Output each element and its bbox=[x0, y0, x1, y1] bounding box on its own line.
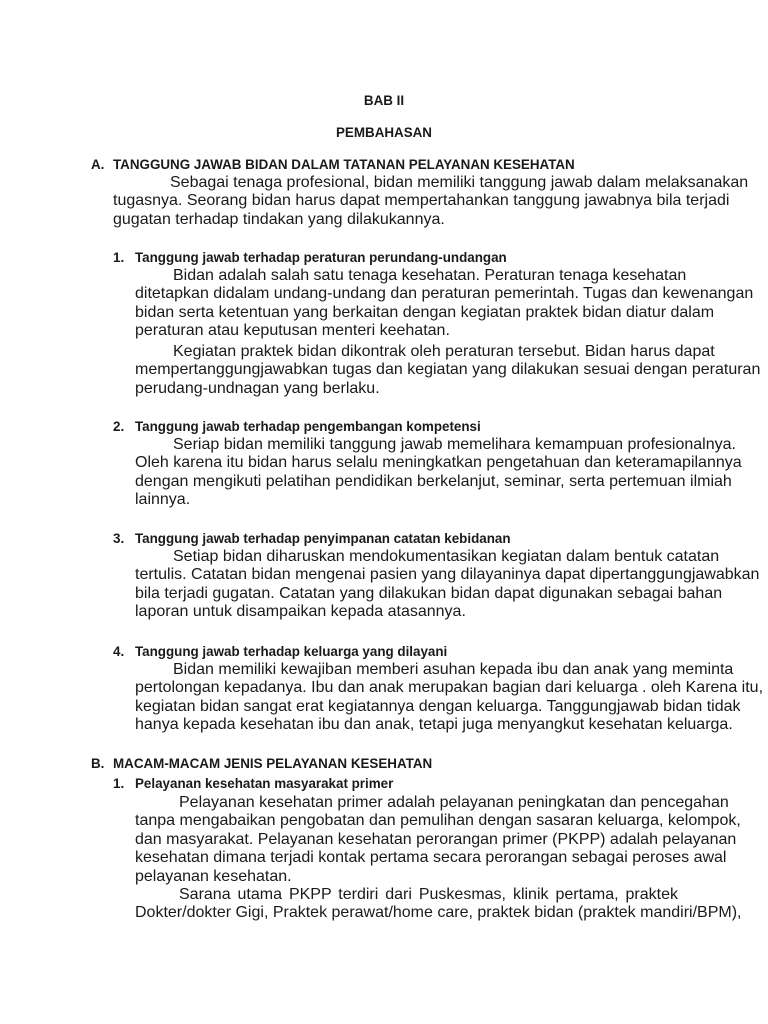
paragraph-line: pelayanan kesehatan. bbox=[135, 867, 292, 885]
paragraph-line: Seriap bidan memiliki tanggung jawab memelihara kemampuan profesionalnya. bbox=[173, 436, 736, 453]
subsection-paragraph bbox=[135, 548, 760, 622]
subsection-title: Tanggung jawab terhadap peraturan perundang-undangan bbox=[135, 250, 507, 265]
subsection-paragraph bbox=[135, 267, 754, 341]
subsection-number: 3. bbox=[113, 531, 125, 546]
paragraph-line: dan masyarakat. Pelayanan kesehatan perorangan primer (PKPP) adalah pelayanan bbox=[135, 830, 737, 848]
subsection-number: 2. bbox=[113, 419, 125, 434]
section-a-intro bbox=[113, 174, 749, 229]
subsection-title: Tanggung jawab terhadap keluarga yang dilayani bbox=[135, 644, 448, 659]
subsection-number: 1. bbox=[113, 776, 125, 791]
paragraph-line: bidan serta ketentuan yang berkaitan dengan kegiatan praktek bidan diatur dalam bbox=[135, 303, 715, 321]
paragraph-line: Bidan adalah salah satu tenaga kesehatan. Peraturan tenaga kesehatan bbox=[173, 267, 687, 284]
subsection-number: 4. bbox=[113, 644, 125, 659]
paragraph-line: Oleh karena itu bidan harus selalu meningkatkan pengetahuan dan keteramapilannya bbox=[135, 454, 742, 472]
paragraph-line: Dokter/dokter Gigi, Praktek perawat/home care, praktek bidan (praktek mandiri/BPM), bbox=[135, 904, 742, 922]
subsection-number: 1. bbox=[113, 250, 125, 265]
paragraph-line: kesehatan dimana terjadi kontak pertama secara perorangan sebagai peroses awal bbox=[135, 849, 727, 867]
paragraph-line: pertolongan kepadanya. Ibu dan anak merupakan bagian dari keluarga . oleh Karena itu, bbox=[135, 679, 764, 697]
paragraph-line: tugasnya. Seorang bidan harus dapat mempertahankan tanggung jawabnya bila terjadi bbox=[113, 192, 730, 210]
paragraph-line: kegiatan bidan sangat erat kegiatannya dengan keluarga. Tanggungjawab bidan tidak bbox=[135, 697, 741, 715]
subsection-paragraph bbox=[135, 661, 764, 735]
paragraph-line: perudang-undnagan yang berlaku. bbox=[135, 379, 380, 397]
subsection-paragraph bbox=[135, 794, 741, 886]
paragraph-line: bila terjadi gugatan. Catatan yang dilakukan bidan dapat digunakan sebagai bahan bbox=[135, 584, 723, 602]
paragraph-line: hanya kepada kesehatan ibu dan anak, tetapi juga menyangkut kesehatan keluarga. bbox=[135, 716, 733, 734]
subsection-paragraph bbox=[135, 436, 742, 510]
paragraph-line: Setiap bidan diharuskan mendokumentasikan kegiatan dalam bentuk catatan bbox=[173, 548, 720, 565]
section-b-number: B. bbox=[91, 756, 105, 771]
subsection-title: Pelayanan kesehatan masyarakat primer bbox=[135, 776, 394, 791]
subsection-paragraph bbox=[135, 343, 761, 398]
subsection-paragraph bbox=[135, 886, 742, 923]
paragraph-line: tanpa mengabaikan pengobatan dan pemulihan dengan sasaran keluarga, kelompok, bbox=[135, 812, 741, 830]
paragraph-line: peraturan atau keputusan menteri keehatan. bbox=[135, 322, 450, 340]
paragraph-line: Sarana utama PKPP terdiri dari Puskesmas, klinik pertama, praktek bbox=[179, 886, 678, 903]
paragraph-line: Kegiatan praktek bidan dikontrak oleh peraturan tersebut. Bidan harus dapat bbox=[173, 343, 715, 360]
paragraph-line: laporan untuk disampaikan kepada atasannya. bbox=[135, 603, 466, 621]
chapter-subtitle: PEMBAHASAN bbox=[336, 125, 432, 140]
section-a-title: TANGGUNG JAWAB BIDAN DALAM TATANAN PELAYANAN KESEHATAN bbox=[113, 157, 575, 172]
paragraph-line: Sebagai tenaga profesional, bidan memiliki tanggung jawab dalam melaksanakan bbox=[170, 174, 749, 191]
paragraph-line: Bidan memiliki kewajiban memberi asuhan kepada ibu dan anak yang meminta bbox=[173, 661, 734, 678]
paragraph-line: gugatan terhadap tindakan yang dilakukannya. bbox=[113, 210, 445, 228]
paragraph-line: ditetapkan didalam undang-undang dan peraturan pemerintah. Tugas dan kewenangan bbox=[135, 285, 754, 303]
paragraph-line: dengan mengikuti pelatihan pendidikan berkelanjut, seminar, serta pertemuan ilmiah bbox=[135, 472, 732, 490]
paragraph-line: Pelayanan kesehatan primer adalah pelayanan peningkatan dan pencegahan bbox=[179, 794, 729, 811]
subsection-title: Tanggung jawab terhadap pengembangan kompetensi bbox=[135, 419, 481, 434]
paragraph-line: lainnya. bbox=[135, 491, 191, 509]
chapter-title: BAB II bbox=[363, 93, 405, 108]
section-a-number: A. bbox=[91, 157, 105, 172]
section-b-title: MACAM-MACAM JENIS PELAYANAN KESEHATAN bbox=[113, 756, 433, 771]
paragraph-line: tertulis. Catatan bidan mengenai pasien yang dilayaninya dapat dipertanggungjawabkan bbox=[135, 566, 760, 584]
subsection-title: Tanggung jawab terhadap penyimpanan catatan kebidanan bbox=[135, 531, 511, 546]
paragraph-line: mempertanggungjawabkan tugas dan kegiatan yang dilakukan sesuai dengan peraturan bbox=[135, 361, 761, 379]
